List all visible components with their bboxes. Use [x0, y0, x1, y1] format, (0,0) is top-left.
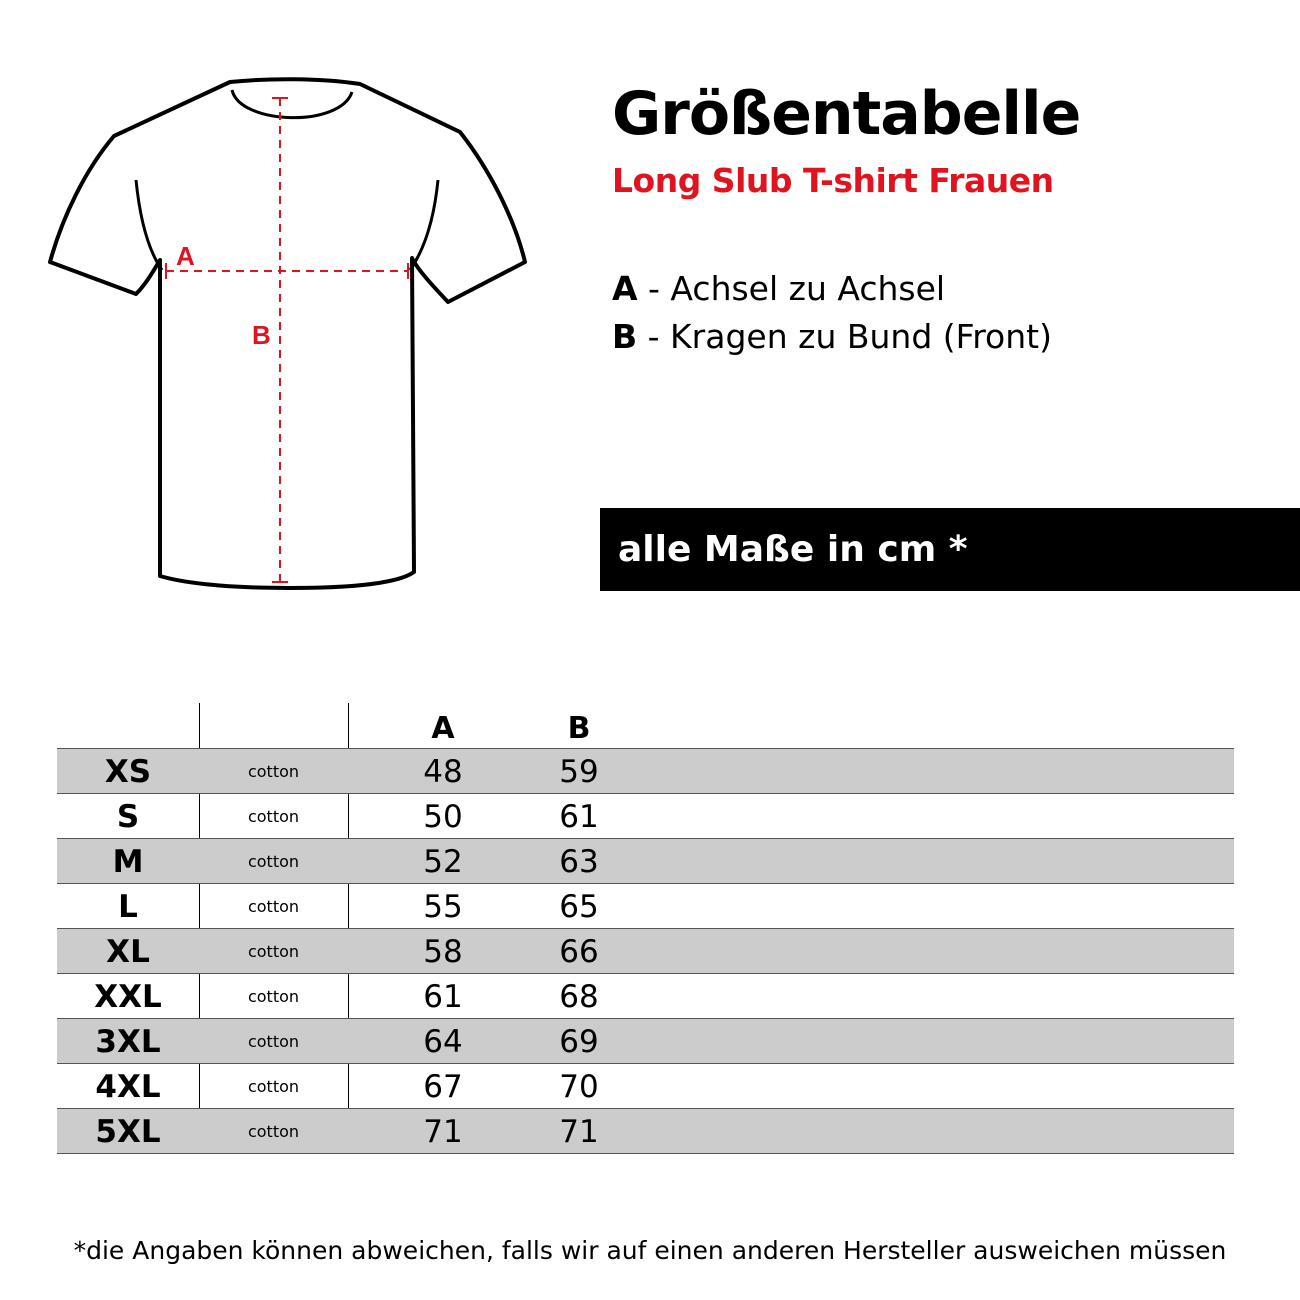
size-cell: XL — [106, 934, 150, 970]
tshirt-outline — [50, 79, 525, 588]
table-row — [57, 748, 1234, 793]
collar-outline — [232, 90, 352, 118]
value-a-cell: 52 — [423, 844, 463, 880]
table-row — [57, 883, 1234, 928]
value-a-cell: 58 — [423, 934, 463, 970]
material-cell: cotton — [247, 1122, 300, 1141]
legend-item-b — [612, 317, 1052, 356]
value-a-cell: 61 — [423, 979, 463, 1015]
value-a-cell: 64 — [423, 1024, 463, 1060]
value-a-cell: 50 — [423, 799, 463, 835]
measure-label-b: B — [252, 320, 271, 350]
value-b-cell: 70 — [559, 1069, 599, 1105]
size-cell: 5XL — [95, 1114, 161, 1150]
right-armhole-seam — [410, 180, 438, 270]
value-b-cell: 65 — [559, 889, 599, 925]
units-banner: alle Maße in cm * — [600, 508, 1300, 591]
material-cell: cotton — [247, 852, 300, 871]
material-cell: cotton — [247, 1077, 300, 1096]
material-cell: cotton — [247, 942, 300, 961]
column-header-b: B — [567, 711, 591, 746]
size-table — [57, 703, 1234, 1154]
legend-key-b: B — [612, 317, 638, 356]
size-cell: L — [118, 889, 138, 925]
size-cell: 3XL — [95, 1024, 161, 1060]
size-cell: XS — [104, 754, 152, 790]
value-b-cell: 71 — [559, 1114, 599, 1150]
table-header — [57, 703, 1234, 748]
legend-text-b: - Kragen zu Bund (Front) — [637, 317, 1052, 356]
material-cell: cotton — [247, 1032, 300, 1051]
table-row — [57, 838, 1234, 883]
value-a-cell: 48 — [423, 754, 463, 790]
legend-item-a — [612, 269, 946, 308]
material-cell: cotton — [247, 762, 300, 781]
material-cell: cotton — [247, 897, 300, 916]
value-b-cell: 68 — [559, 979, 599, 1015]
table-row — [57, 793, 1234, 838]
table-row — [57, 973, 1234, 1018]
size-cell: 4XL — [95, 1069, 161, 1105]
size-cell: S — [116, 799, 140, 835]
table-row — [57, 1018, 1234, 1063]
value-a-cell: 55 — [423, 889, 463, 925]
footnote: *die Angaben können abweichen, falls wir auf einen anderen Hersteller ausweichen müssen — [73, 1236, 1227, 1265]
page-title: Größentabelle — [612, 79, 1081, 149]
value-b-cell: 69 — [559, 1024, 599, 1060]
value-b-cell: 61 — [559, 799, 599, 835]
size-cell: XXL — [94, 979, 162, 1015]
legend-key-a: A — [612, 269, 638, 308]
value-b-cell: 66 — [559, 934, 599, 970]
tshirt-diagram — [40, 70, 540, 600]
value-b-cell: 63 — [559, 844, 599, 880]
value-a-cell: 71 — [423, 1114, 463, 1150]
material-cell: cotton — [247, 987, 300, 1006]
page-subtitle: Long Slub T-shirt Frauen — [612, 161, 1054, 200]
value-b-cell: 59 — [559, 754, 599, 790]
column-header-a: A — [431, 711, 455, 746]
table-body — [57, 748, 1234, 1154]
legend-text-a: - Achsel zu Achsel — [637, 269, 946, 308]
material-cell: cotton — [247, 807, 300, 826]
table-row — [57, 1108, 1234, 1154]
left-armhole-seam — [136, 180, 162, 270]
measure-label-a: A — [176, 241, 195, 271]
table-row — [57, 1063, 1234, 1108]
size-cell: M — [112, 844, 144, 880]
table-row — [57, 928, 1234, 973]
value-a-cell: 67 — [423, 1069, 463, 1105]
